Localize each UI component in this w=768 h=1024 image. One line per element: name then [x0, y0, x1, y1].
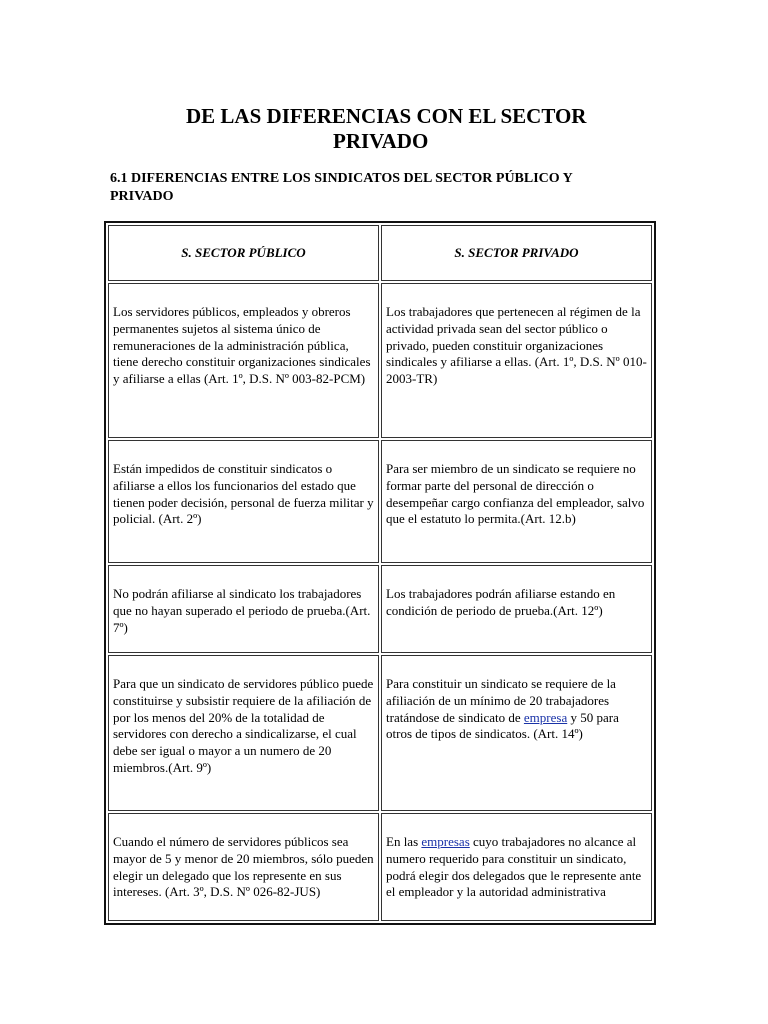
comparison-table — [104, 221, 656, 925]
empresa-link[interactable]: empresa — [523, 709, 568, 725]
cell-text: Los trabajadores que pertenecen al régimen de la actividad privada sean del sector público o privado, pueden constituir organizaciones sindicales y afiliarse a ellas. (Art. 1º, D.S. Nº 010-2003-TR) — [386, 304, 647, 387]
cell-privado — [381, 440, 652, 563]
section-heading-line-2: PRIVADO — [110, 189, 174, 204]
cell-publico — [108, 440, 379, 563]
empresas-link[interactable]: empresas — [421, 834, 470, 849]
section-heading — [110, 170, 650, 206]
table-header-row — [108, 225, 652, 281]
cell-text-part: y 50 para otros de tipos de sindicatos. (Art. 14º) — [386, 709, 619, 742]
cell-text-part: cuyo trabajadores no alcance al numero requerido para constituir un sindicato, podrá elegir dos delegados que le represente ante el empleador y la autoridad administrativa — [386, 834, 642, 900]
cell-text: Están impedidos de constituir sindicatos o afiliarse a ellos los funcionarios del estado que tienen poder decisión, personal de fuerza militar y policial. (Art. 2º) — [113, 461, 374, 527]
page-title-line-1: DE LAS DIFERENCIAS CON EL SECTOR — [186, 104, 587, 128]
cell-text: Los servidores públicos, empleados y obreros permanentes sujetos al sistema único de remuneraciones de la administración pública, tiene derecho constituir organizaciones sindicales y afiliarse a ellas (Art. 1º, D.S. Nº 003-82-PCM) — [113, 304, 371, 387]
comparison-grid — [106, 223, 654, 923]
cell-text: Para ser miembro de un sindicato se requiere no formar parte del personal de dirección o desempeñar cargo confianza del empleador, salvo que el estatuto lo permita.(Art. 12.b) — [386, 461, 645, 527]
page-title — [186, 104, 656, 154]
cell-text-part: Para constituir un sindicato se requiere de la afiliación de un mínimo de 20 trabajadores tratándose de sindicato de — [386, 676, 616, 725]
cell-privado — [381, 283, 652, 438]
cell-privado — [381, 565, 652, 653]
cell-privado — [381, 813, 652, 921]
table-row — [108, 565, 652, 653]
cell-text: Para que un sindicato de servidores público puede constituirse y subsistir requiere de la afiliación de por los menos del 20% de la totalidad de servidores con derecho a sindicalizarse, el cual debe ser igual o mayor a un numero de 20 miembros.(Art. 9º) — [113, 676, 374, 775]
table-row — [108, 813, 652, 921]
cell-text: Cuando el número de servidores públicos sea mayor de 5 y menor de 20 miembros, sólo pueden elegir un delegado que los represente en sus intereses. (Art. 3º, D.S. Nº 026-82-JUS) — [113, 834, 374, 900]
cell-text: Los trabajadores podrán afiliarse estando en condición de periodo de prueba.(Art. 12º) — [386, 586, 616, 618]
header-cell-publico: S. SECTOR PÚBLICO — [108, 225, 379, 281]
cell-publico — [108, 283, 379, 438]
cell-privado — [381, 655, 652, 811]
cell-text — [386, 818, 647, 901]
cell-text-part: En las — [386, 834, 422, 849]
cell-publico — [108, 655, 379, 811]
table-row — [108, 283, 652, 438]
cell-publico — [108, 813, 379, 921]
page-title-line-2: PRIVADO — [333, 129, 429, 153]
section-heading-line-1: 6.1 DIFERENCIAS ENTRE LOS SINDICATOS DEL SECTOR PÚBLICO Y — [110, 171, 573, 186]
cell-text: No podrán afiliarse al sindicato los trabajadores que no hayan superado el periodo de prueba.(Art. 7º) — [113, 586, 371, 635]
table-row — [108, 655, 652, 811]
cell-text — [386, 660, 647, 743]
header-cell-privado: S. SECTOR PRIVADO — [381, 225, 652, 281]
cell-publico — [108, 565, 379, 653]
table-row — [108, 440, 652, 563]
